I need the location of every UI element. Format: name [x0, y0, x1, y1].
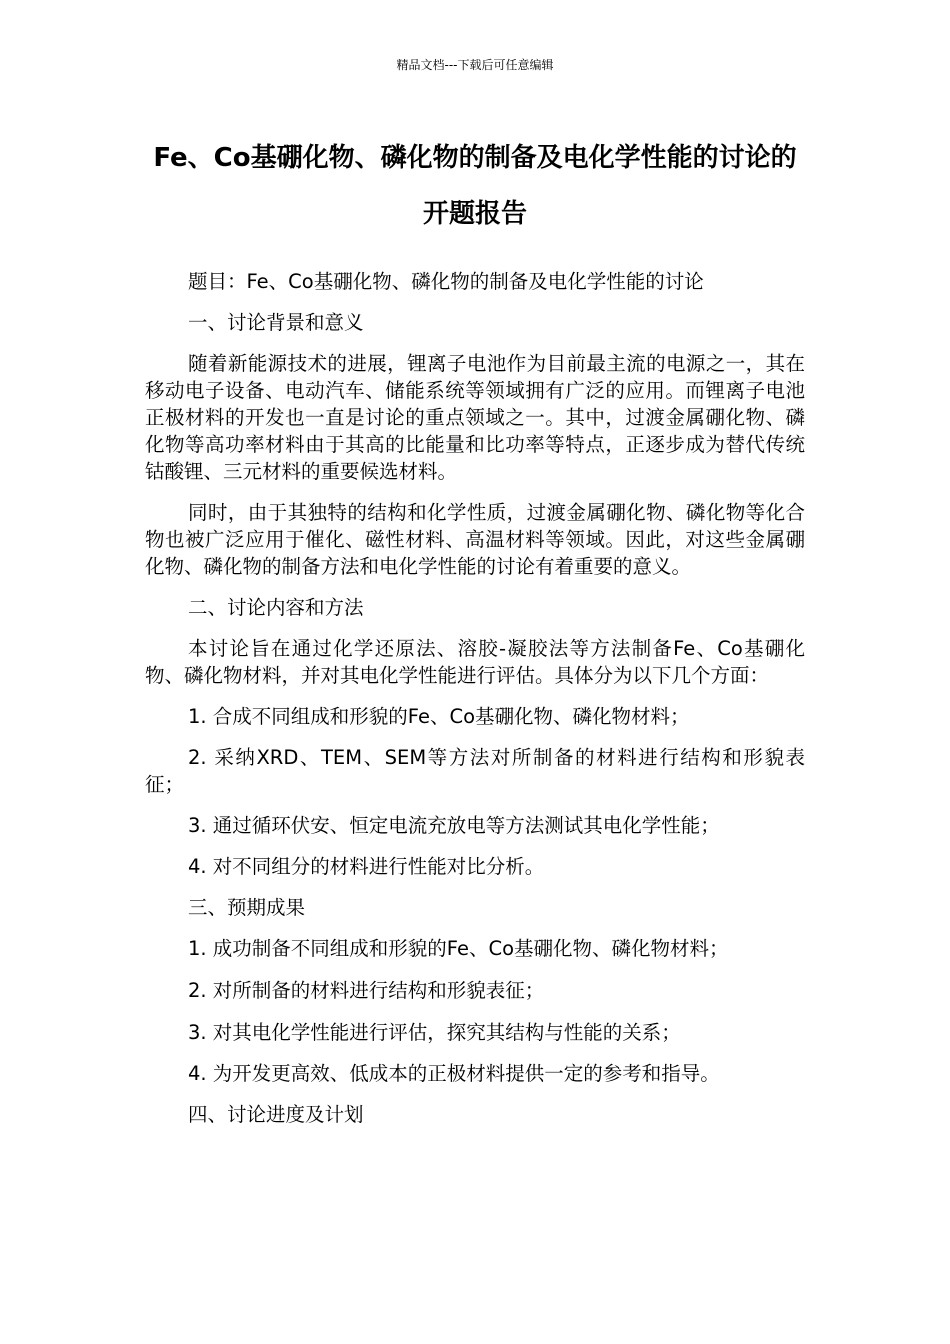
background-paragraph-1: 随着新能源技术的进展，锂离子电池作为目前最主流的电源之一，其在移动电子设备、电动汽车、储能系统等领域拥有广泛的应用。而锂离子电池正极材料的开发也一直是讨论的重点领域之一。其中，过渡金属硼化物、磷化物等高功率材料由于其高的比能量和比功率等特点，正逐步成为替代传统钴酸锂、三元材料的重要候选材料。 [145, 352, 805, 483]
content-item-2: 2. 采纳XRD、TEM、SEM等方法对所制备的材料进行结构和形貌表征； [145, 746, 805, 796]
background-paragraph-2: 同时，由于其独特的结构和化学性质，过渡金属硼化物、磷化物等化合物也被广泛应用于催化、磁性材料、高温材料等领域。因此，对这些金属硼化物、磷化物的制备方法和电化学性能的讨论有着重要的意义。 [145, 501, 805, 578]
content-item-4: 4. 对不同组分的材料进行性能对比分析。 [188, 855, 545, 878]
content-item-3: 3. 通过循环伏安、恒定电流充放电等方法测试其电化学性能； [188, 814, 720, 837]
section-heading-background: 一、讨论背景和意义 [188, 311, 364, 334]
section-heading-schedule: 四、讨论进度及计划 [188, 1103, 364, 1126]
document-title: Fe、Co基硼化物、磷化物的制备及电化学性能的讨论的开题报告 [153, 143, 797, 229]
section-heading-content: 二、讨论内容和方法 [188, 596, 364, 619]
expected-item-4: 4. 为开发更高效、低成本的正极材料提供一定的参考和指导。 [188, 1062, 720, 1085]
expected-item-2: 2. 对所制备的材料进行结构和形貌表征； [188, 979, 545, 1002]
content-intro-paragraph: 本讨论旨在通过化学还原法、溶胶-凝胶法等方法制备Fe、Co基硼化物、磷化物材料，并对其电化学性能进行评估。具体分为以下几个方面： [145, 637, 805, 687]
content-item-1: 1. 合成不同组成和形貌的Fe、Co基硼化物、磷化物材料； [188, 705, 690, 728]
document-body [145, 268, 805, 1128]
section-heading-expected: 三、预期成果 [188, 896, 306, 919]
expected-item-1: 1. 成功制备不同组成和形貌的Fe、Co基硼化物、磷化物材料； [188, 937, 729, 960]
expected-item-3: 3. 对其电化学性能进行评估，探究其结构与性能的关系； [188, 1021, 681, 1044]
page-header: 精品文档---下载后可任意编辑 [396, 58, 554, 72]
subject-line: 题目：Fe、Co基硼化物、磷化物的制备及电化学性能的讨论 [188, 270, 704, 293]
